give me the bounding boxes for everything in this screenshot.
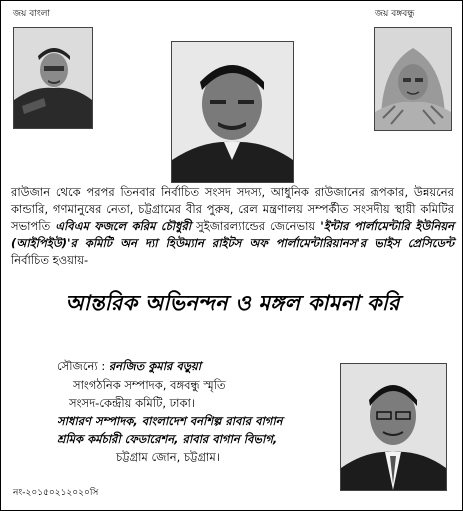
portrait-sponsor-photo <box>340 363 447 491</box>
paragraph-text-3: নির্বাচিত হওয়ায়- <box>11 253 89 267</box>
credit-prefix: সৌজন্যে : <box>57 359 106 373</box>
credit-line-3: সংসদ-কেন্দ্রীয় কমিটি, ঢাকা। <box>69 396 195 410</box>
portrait-center-photo <box>171 41 294 183</box>
announcement-paragraph <box>11 184 454 269</box>
paragraph-text-1: রাউজান থেকে পরপর তিনবার নির্বাচিত সংসদ সদস্য, আধুনিক রাউজানের রূপকার, উন্নয়নের কান্ডারি, গণমানুষের নেতা, চট্টগ্রামের বীর পুরুষ, রেল মন্ত্রণালয় সম্পর্কীত সংসদীয় স্থায়ী কমিটির সভাপতি <box>11 185 454 233</box>
position-title: 'ইন্টার পার্লামেন্টারি ইউনিয়ন (আইপিইউ)'র কমিটি অন দ্যা হিউম্যান রাইটস অফ পার্লামেন্টারিয়ানস'র ভাইস প্রেসিডেন্ট <box>11 219 454 250</box>
greeting-headline: আন্তরিক অভিনন্দন ও মঙ্গল কামনা করি <box>65 291 400 315</box>
credit-line-4: সাধারণ সম্পাদক, বাংলাদেশ বনশিল্প রাবার বাগান <box>57 414 283 428</box>
credit-line-6: চট্টগ্রাম জোন, চট্টগ্রাম। <box>116 450 220 464</box>
caption-joy-bangabandhu: জয় বঙ্গবন্ধু <box>375 9 415 19</box>
credit-sponsor <box>57 358 339 375</box>
honoree-name: এবিএম ফজলে করিম চৌধুরী <box>55 219 192 233</box>
credit-line-5: শ্রমিক কর্মচারী ফেডারেশন, রাবার বাগান বিভাগ, <box>57 432 278 446</box>
paragraph-text-2: সুইজারল্যান্ডের জেনেভায় <box>196 219 316 233</box>
caption-joy-bangla: জয় বাংলা <box>13 9 51 19</box>
portrait-left-photo <box>13 27 93 129</box>
reference-number: নং-২০১৫০২১২০২০সি <box>13 488 99 498</box>
credit-line-2: সাংগঠনিক সম্পাদক, বঙ্গবন্ধু স্মৃতি <box>73 378 226 392</box>
portrait-right-photo <box>374 27 452 131</box>
sponsor-name: রনজিত কুমার বড়ুয়া <box>108 359 202 373</box>
